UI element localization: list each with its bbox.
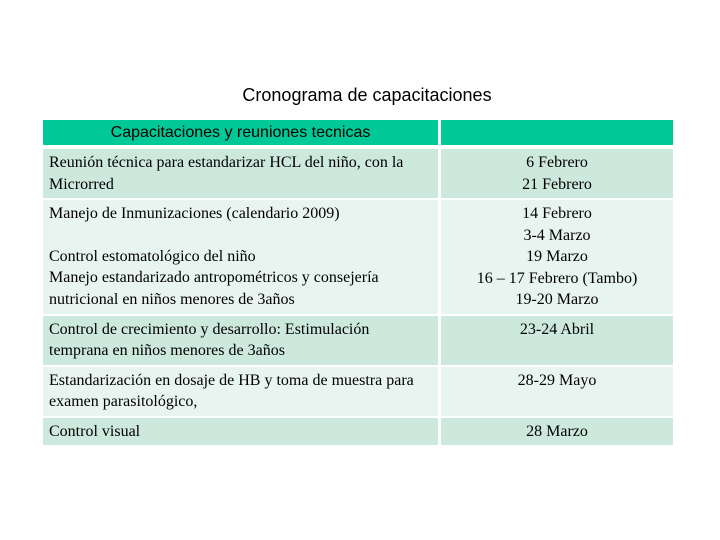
activity-text: Control estomatológico del niño xyxy=(49,247,256,265)
page-title: Cronograma de capacitaciones xyxy=(242,85,492,105)
date-text: 14 Febrero xyxy=(522,205,592,222)
header-activities: Capacitaciones y reuniones tecnicas xyxy=(43,120,441,147)
activity-cell xyxy=(43,200,441,314)
date-text: 23-24 Abril xyxy=(519,320,595,338)
table-row xyxy=(43,149,673,198)
activity-cell xyxy=(43,149,441,198)
date-text: 3-4 Marzo xyxy=(523,226,591,244)
spacer xyxy=(49,225,432,246)
activity-cell xyxy=(43,418,441,446)
activity-text: Estandarización en dosaje de HB y toma de muestra para examen parasitológico, xyxy=(49,371,414,410)
date-text: 28 Marzo xyxy=(526,422,588,440)
table-row xyxy=(43,200,673,314)
table-row xyxy=(43,418,673,446)
date-text: 19 Marzo xyxy=(526,248,588,265)
header-dates xyxy=(441,120,673,147)
date-text: 19-20 Marzo xyxy=(515,291,599,308)
date-text: 16 – 17 Febrero (Tambo) xyxy=(476,269,638,287)
date-text: 28-29 Mayo xyxy=(517,371,597,389)
activity-cell xyxy=(43,316,441,365)
date-text: 6 Febrero xyxy=(526,154,588,171)
activity-text: Reunión técnica para estandarizar HCL del niño, con la Microrred xyxy=(49,154,404,193)
activity-text: Control de crecimiento y desarrollo: Estimulación temprana en niños menores de 3años xyxy=(49,320,370,359)
activity-text: Control visual xyxy=(49,422,141,440)
table-row xyxy=(43,316,673,365)
date-cell xyxy=(441,418,673,446)
table-row xyxy=(43,367,673,416)
date-text: 21 Febrero xyxy=(522,175,592,193)
date-cell xyxy=(441,149,673,198)
date-cell xyxy=(441,316,673,365)
date-cell xyxy=(441,200,673,314)
activity-cell xyxy=(43,367,441,416)
activity-text: Manejo estandarizado antropométricos y consejería nutricional en niños menores de 3años xyxy=(49,269,379,308)
date-cell xyxy=(441,367,673,416)
table-header-row xyxy=(43,120,673,147)
schedule-table xyxy=(43,118,673,447)
activity-text: Manejo de Inmunizaciones (calendario 2009) xyxy=(49,205,340,222)
